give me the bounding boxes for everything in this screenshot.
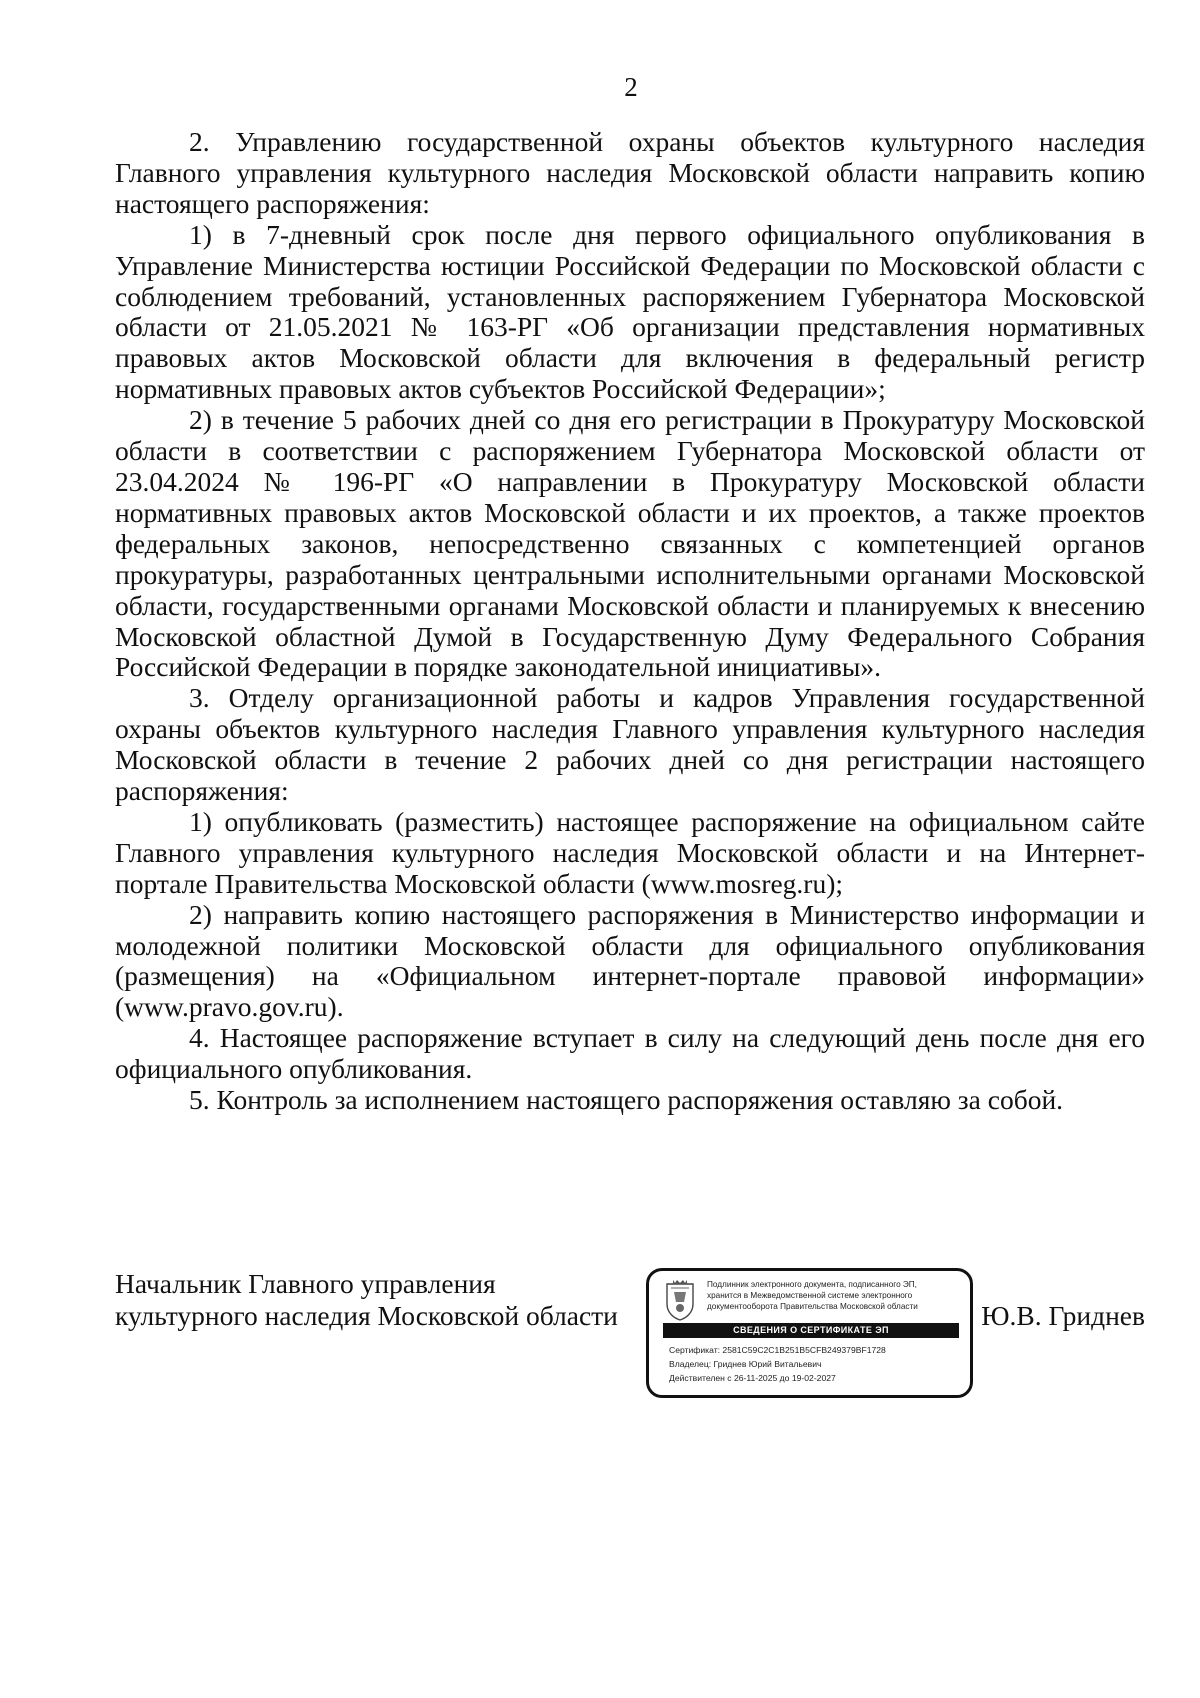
page-number: 2 (624, 72, 638, 102)
stamp-certificate-owner: Владелец: Гриднев Юрий Витальевич (669, 1359, 822, 1369)
signer-position-line-2: культурного наследия Московской области (115, 1300, 618, 1331)
signer-position-line-1: Начальник Главного управления (115, 1268, 496, 1299)
paragraph-item-5: 5. Контроль за исполнением настоящего распоряжения оставляю за собой. (189, 1084, 1064, 1116)
paragraph-item-3: 3. Отделу организационной работы и кадров Управления государственной охраны объектов культурного наследия Главного управления культурного наследия Московской области в течение 2 рабочих дней со дня регистрации настоящего распоряжения: (115, 682, 1145, 807)
coat-of-arms-icon (663, 1278, 697, 1322)
stamp-certificate-bar: СВЕДЕНИЯ О СЕРТИФИКАТЕ ЭП (663, 1323, 959, 1338)
stamp-certificate-validity: Действителен с 26-11-2025 до 19-02-2027 (669, 1373, 836, 1383)
paragraph-subitem-2-1: 1) в 7-дневный срок после дня первого официального опубликования в Управление Министерства юстиции Российской Федерации по Московской области с соблюдением требований, установленных распоряжением Губернатора Московской области от 21.05.2021 № 163-РГ «Об организации представления нормативных правовых актов Московской области для включения в федеральный регистр нормативных правовых актов субъектов Российской Федерации»; (115, 218, 1145, 405)
paragraph-subitem-2-2: 2) в течение 5 рабочих дней со дня его регистрации в Прокуратуру Московской области в соответствии с распоряжением Губернатора Московской области от 23.04.2024 № 196-РГ «О направлении в Прокуратуру Московской области нормативных правовых актов Московской области и их проектов, а также проектов федеральных законов, непосредственно связанных с компетенцией органов прокуратуры, разработанных центральными исполнительными органами Московской области, государственными органами Московской области и планируемых к внесению Московской областной Думой в Государственную Думу Федерального Собрания Российской Федерации в порядке законодательной инициативы». (115, 404, 1145, 683)
signer-position (115, 1268, 655, 1332)
stamp-certificate-number: Сертификат: 2581C59C2C1B251B5CFB249379BF1728 (669, 1345, 886, 1355)
stamp-header-text: Подлинник электронного документа, подписанного ЭП, хранится в Межведомственной системе электронного документооборота Правительства Московской области (707, 1280, 918, 1311)
paragraph-item-4: 4. Настоящее распоряжение вступает в силу на следующий день после дня его официального опубликования. (115, 1022, 1145, 1085)
signature-block (115, 1268, 1145, 1408)
paragraph-subitem-3-2: 2) направить копию настоящего распоряжения в Министерство информации и молодежной политики Московской области для официального опубликования (размещения) на «Официальном интернет-портале правовой информации» (www.pravo.gov.ru). (115, 898, 1145, 1023)
paragraph-subitem-3-1: 1) опубликовать (разместить) настоящее распоряжение на официальном сайте Главного управления культурного наследия Московской области и на Интернет-портале Правительства Московской области (www.mosreg.ru); (115, 805, 1145, 899)
electronic-signature-stamp (646, 1268, 973, 1398)
signer-name: Ю.В. Гриднев (981, 1300, 1145, 1331)
document-body (115, 127, 1145, 1116)
paragraph-item-2: 2. Управлению государственной охраны объектов культурного наследия Главного управления культурного наследия Московской области направить копию настоящего распоряжения: (115, 126, 1145, 219)
